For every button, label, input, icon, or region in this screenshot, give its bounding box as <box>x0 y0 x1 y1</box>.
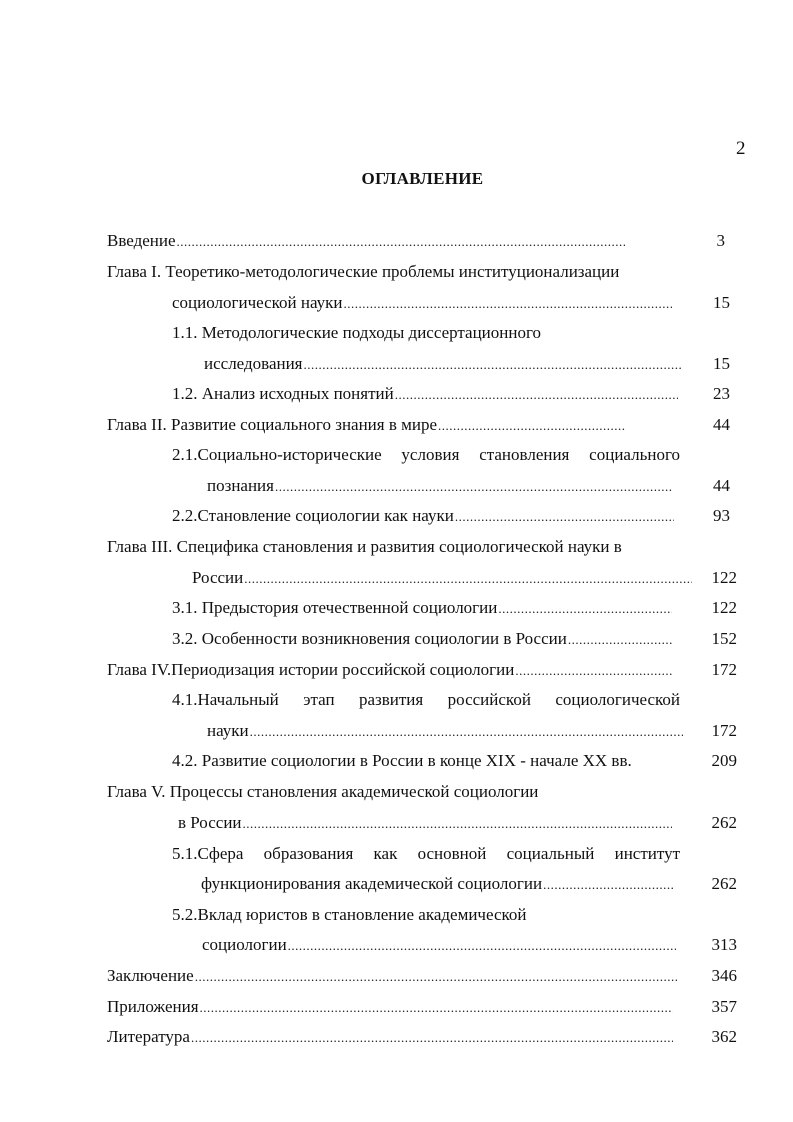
toc-page-number: 23 <box>713 384 730 403</box>
toc-entry-section-5-1 <box>201 874 675 894</box>
toc-page-number: 172 <box>711 660 737 679</box>
toc-page-number: 357 <box>711 997 737 1016</box>
toc-entry-chapter-3 <box>192 568 692 588</box>
toc-entry-label: России <box>192 568 244 587</box>
toc-section-4-1-title: 4.1.Начальный этап развития российской социологической <box>172 690 680 709</box>
toc-leader-dots <box>177 232 625 251</box>
toc-page-number: 3 <box>716 231 725 250</box>
toc-section-2-1-title: 2.1.Социально-исторические условия становления социального <box>172 445 680 464</box>
toc-entry-section-5-2 <box>202 935 676 955</box>
toc-page-number: 262 <box>711 813 737 832</box>
toc-entry-section-1-1 <box>204 354 682 374</box>
toc-entry-label: Приложения <box>107 997 199 1016</box>
toc-leader-dots <box>455 507 674 526</box>
toc-entry-section-3-1 <box>172 598 672 618</box>
toc-chapter-5-title: Глава V. Процессы становления академической социологии <box>107 782 539 801</box>
toc-page-number: 152 <box>711 629 737 648</box>
toc-page-number: 172 <box>711 721 737 740</box>
toc-entry-label: Глава IV.Периодизация истории российской социологии <box>107 660 515 679</box>
toc-entry-label: 1.2. Анализ исходных понятий <box>172 384 394 403</box>
toc-page-number: 15 <box>713 293 730 312</box>
toc-leader-dots <box>243 814 672 833</box>
toc-entry-label: 3.2. Особенности возникновения социологии в России <box>172 629 567 648</box>
toc-page-number: 44 <box>713 476 730 495</box>
toc-leader-dots <box>498 599 672 618</box>
page-number: 2 <box>736 138 746 159</box>
toc-chapter-3-title: Глава III. Специфика становления и развития социологической науки в <box>107 537 622 556</box>
toc-leader-dots <box>568 630 672 649</box>
toc-leader-dots <box>191 1028 673 1047</box>
toc-page-number: 313 <box>711 935 737 954</box>
toc-page-number: 346 <box>711 966 737 985</box>
toc-entry-label: Введение <box>107 231 176 250</box>
toc-entry-label: Глава II. Развитие социального знания в мире <box>107 415 438 434</box>
toc-entry-section-1-2 <box>172 384 678 404</box>
toc-leader-dots <box>275 477 673 496</box>
toc-leader-dots <box>244 569 692 588</box>
toc-leader-dots <box>344 294 672 313</box>
toc-page-number: 44 <box>713 415 730 434</box>
toc-leader-dots <box>543 875 675 894</box>
toc-leader-dots <box>395 385 678 404</box>
toc-page-number: 15 <box>713 354 730 373</box>
toc-page-number: 362 <box>711 1027 737 1046</box>
toc-entry-label: познания <box>207 476 274 495</box>
toc-entry-label: науки <box>207 721 249 740</box>
toc-leader-dots <box>438 416 625 435</box>
toc-entry-label: функционирования академической социологии <box>201 874 543 893</box>
toc-entry-section-2-1 <box>207 476 673 496</box>
toc-entry-intro <box>107 231 625 251</box>
toc-entry-appendices <box>107 997 673 1017</box>
toc-page-number: 262 <box>711 874 737 893</box>
toc-entry-label: Заключение <box>107 966 194 985</box>
toc-page-number: 93 <box>713 506 730 525</box>
toc-leader-dots <box>288 936 676 955</box>
toc-entry-label: социологии <box>202 935 287 954</box>
toc-entry-label: 3.1. Предыстория отечественной социологии <box>172 598 498 617</box>
toc-chapter-1-title: Глава I. Теоретико-методологические проблемы институционализации <box>107 262 620 281</box>
toc-entry-conclusion <box>107 966 677 986</box>
toc-leader-dots <box>304 355 682 374</box>
toc-entry-label: исследования <box>204 354 303 373</box>
toc-entry-chapter-5 <box>178 813 672 833</box>
toc-entry-label: в России <box>178 813 242 832</box>
toc-entry-section-4-1 <box>207 721 683 741</box>
toc-entry-section-2-2 <box>172 506 674 526</box>
toc-page-number: 122 <box>711 598 737 617</box>
toc-entry-chapter-1 <box>172 293 672 313</box>
toc-page-number: 122 <box>711 568 737 587</box>
toc-entry-chapter-4 <box>107 660 673 680</box>
toc-entry-label: социологической науки <box>172 293 343 312</box>
toc-entry-chapter-2 <box>107 415 625 435</box>
toc-leader-dots <box>195 967 677 986</box>
toc-leader-dots <box>250 722 683 741</box>
toc-entry-section-3-2 <box>172 629 672 649</box>
toc-entry-section-4-2: 4.2. Развитие социологии в России в конце XIX - начале XX вв. <box>172 751 632 770</box>
toc-entry-literature <box>107 1027 673 1047</box>
toc-title: ОГЛАВЛЕНИЕ <box>361 169 484 188</box>
toc-leader-dots <box>200 998 673 1017</box>
toc-section-5-1-title: 5.1.Сфера образования как основной социальный институт <box>172 844 680 863</box>
toc-page-number: 209 <box>711 751 737 770</box>
toc-section-1-1-title: 1.1. Методологические подходы диссертационного <box>172 323 542 342</box>
toc-entry-label: 2.2.Становление социологии как науки <box>172 506 454 525</box>
toc-leader-dots <box>515 661 673 680</box>
toc-section-5-2-title: 5.2.Вклад юристов в становление академической <box>172 905 527 924</box>
toc-entry-label: Литература <box>107 1027 190 1046</box>
